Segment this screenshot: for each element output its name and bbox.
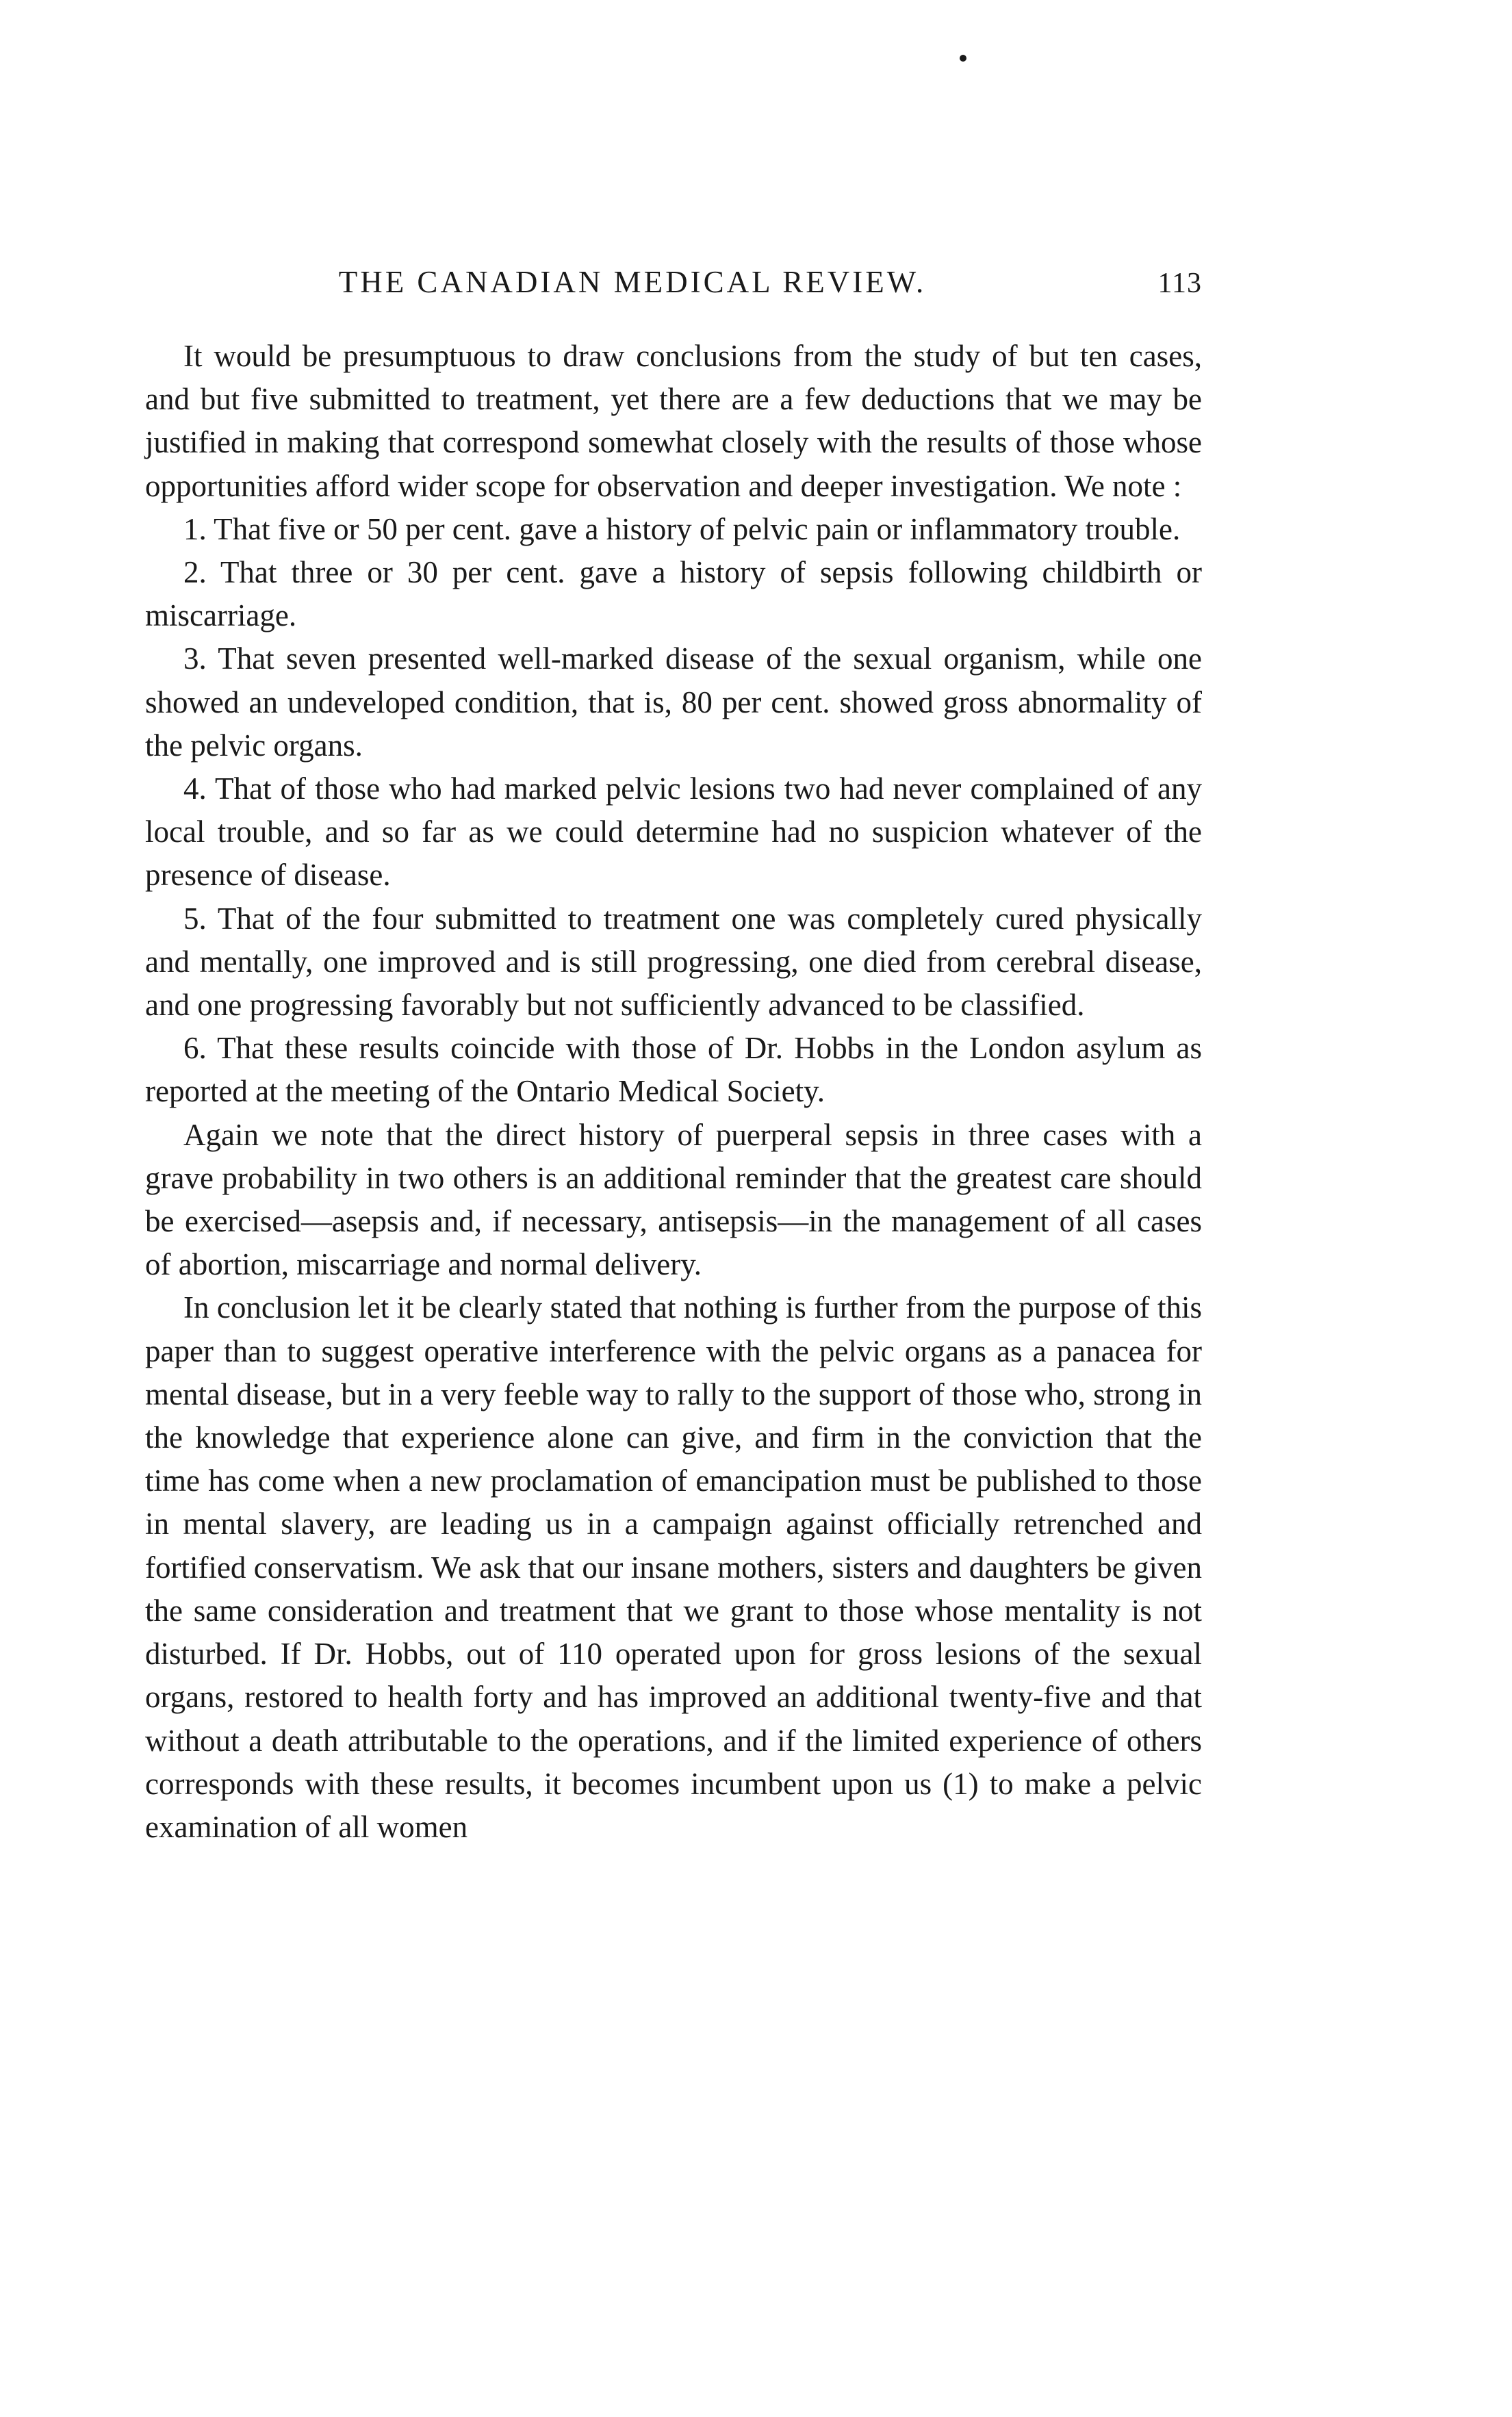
list-item-3: 3. That seven presented well-marked disease of the sexual organism, while one showed an undeveloped condition, that is, 80 per cent. showed gross abnormality of the pelvic organs. xyxy=(145,641,1202,763)
page-header xyxy=(145,264,1202,305)
list-item-4: 4. That of those who had marked pelvic lesions two had never complained of any local trouble, and so far as we could determine had no suspicion whatever of the presence of disease. xyxy=(145,771,1202,893)
ink-speck xyxy=(960,55,966,62)
paragraph-intro: It would be presumptuous to draw conclusions from the study of but ten cases, and but five submitted to treatment, yet there are a few deductions that we may be justified in making that correspond somewhat closely with the results of those whose opportunities afford wider scope for observation and deeper investigation. We note : xyxy=(145,339,1202,503)
page-number: 113 xyxy=(1157,268,1202,299)
list-item-1: 1. That five or 50 per cent. gave a history of pelvic pain or inflammatory trouble. xyxy=(183,511,1181,546)
running-head: THE CANADIAN MEDICAL REVIEW. xyxy=(338,265,927,299)
paragraph-sepsis: Again we note that the direct history of puerperal sepsis in three cases with a grave probability in two others is an additional reminder that the greatest care should be exercised—asepsis and, if necessary, antisepsis—in the management of all cases of abortion, miscarriage and normal delivery. xyxy=(145,1117,1202,1282)
paragraph-conclusion: In conclusion let it be clearly stated that nothing is further from the purpose of this paper than to suggest operative interference with the pelvic organs as a panacea for mental disease, but in a very feeble way to rally to the support of those who, strong in the knowledge that experience alone can give, and firm in the conviction that the time has come when a new proclamation of emancipation must be published to those in mental slavery, are leading us in a campaign against officially retrenched and fortified conservatism. We ask that our insane mothers, sisters and daughters be given the same consideration and treatment that we grant to those whose mentality is not disturbed. If Dr. Hobbs, out of 110 operated upon for gross lesions of the sexual organs, restored to health forty and has improved an additional twenty-five and that without a death attributable to the operations, and if the limited experience of others corresponds with these results, it becomes incumbent upon us (1) to make a pelvic examination of all women xyxy=(145,1290,1202,1844)
list-item-2: 2. That three or 30 per cent. gave a history of sepsis following childbirth or miscarriage. xyxy=(145,555,1202,633)
list-item-6: 6. That these results coincide with those of Dr. Hobbs in the London asylum as reported at the meeting of the Ontario Medical Society. xyxy=(145,1031,1202,1109)
list-item-5: 5. That of the four submitted to treatment one was completely cured physically and mentally, one improved and is still progressing, one died from cerebral disease, and one progressing favorably but not sufficiently advanced to be classified. xyxy=(145,901,1202,1023)
body-text xyxy=(145,335,1202,1849)
